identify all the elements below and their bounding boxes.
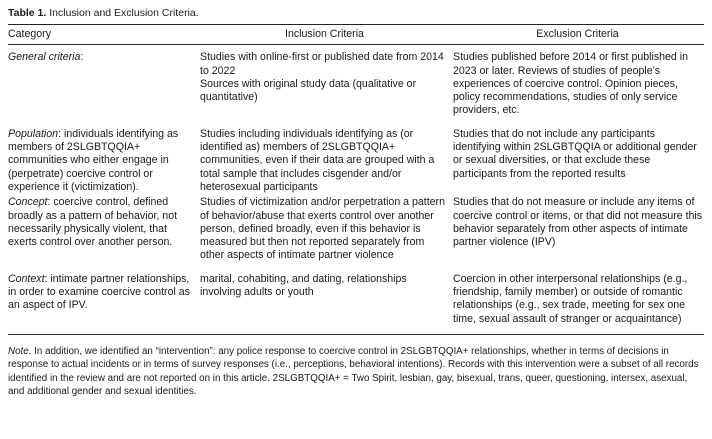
table-header-row <box>8 25 704 44</box>
category-desc: : <box>80 51 84 64</box>
category-term: Context <box>8 272 45 285</box>
inclusion-cell <box>198 45 451 117</box>
note-label: Note. <box>8 345 32 357</box>
criteria-table <box>8 25 704 334</box>
table-note <box>8 345 704 399</box>
category-cell <box>8 45 198 117</box>
category-desc: : coercive control, defined broadly as a pattern of behavior, not necessarily physically violent, that exerts control over another person. <box>8 196 178 249</box>
header-exclusion: Exclusion Criteria <box>536 28 619 40</box>
exclusion-text: Studies published before 2014 or first published in 2023 or later. Reviews of studies of people’s experiences of coercive control. Opinion pieces, policy recommendations, studies of only service providers, etc. <box>453 51 688 117</box>
header-category: Category <box>8 28 51 40</box>
header-inclusion: Inclusion Criteria <box>285 28 364 40</box>
inclusion-text: marital, cohabiting, and dating, relationships involving adults or youth <box>200 272 407 299</box>
category-term: Population <box>8 127 59 140</box>
bottom-rule <box>8 334 704 335</box>
exclusion-text: Studies that do not include any participants identifying within 2SLGBTQQIA or additional gender or sexual diversities, or that exclude these participants from the reported results <box>453 127 697 180</box>
table-title: Inclusion and Exclusion Criteria. <box>49 7 199 19</box>
inclusion-text: Studies of victimization and/or perpetration a pattern of behavior/abuse that exerts control over another person, defined broadly, even if this behavior is measured but then not reported separately from other aspects of intimate partner violence <box>200 196 445 262</box>
note-text: In addition, we identified an “intervention”: any police response to coercive control in 2SLGBTQQIA+ relationships, whether in terms of decisions in response to actual incidents or in terms of survey responses (i.e., perceptions, behavioral intentions). Records with this intervention were a subset of all records identified in the review and are not reported on in this article. 2SLGBTQQIA+ = Two Spirit, lesbian, gay, bisexual, trans, queer, questioning, intersex, asexual, and additional gender and sexual identities. <box>8 345 699 398</box>
category-cell <box>8 263 198 334</box>
exclusion-cell <box>451 118 704 194</box>
exclusion-cell <box>451 45 704 117</box>
exclusion-text: Coercion in other interpersonal relationships (e.g., friendship, family member) or outside of romantic relationships (e.g., sex trade, meeting for sex one time, sexual assault of stranger or acquaintance) <box>453 272 688 325</box>
table-caption <box>8 6 704 20</box>
category-term: Concept <box>8 196 48 209</box>
category-desc: : intimate partner relationships, in order to examine coercive control as an aspect of IPV. <box>8 272 190 312</box>
inclusion-text: Studies with online-first or published date from 2014 to 2022 <box>200 51 444 77</box>
table-row <box>8 45 704 117</box>
inclusion-text: Studies including individuals identifying as (or identified as) members of 2SLGBTQQIA+ communities, even if their data are grouped with a total sample that includes cisgender and/or heterosexual participants <box>200 127 435 193</box>
inclusion-text: Sources with original study data (qualitative or quantitative) <box>200 77 417 104</box>
table-row <box>8 118 704 194</box>
exclusion-text: Studies that do not measure or include any items of coercive control or items, or that did not measure this behavior separately from other aspects of intimate partner violence (IPV) <box>453 196 703 249</box>
category-cell <box>8 194 198 262</box>
table-row <box>8 263 704 334</box>
category-desc: : individuals identifying as members of 2SLGBTQQIA+ communities who either engage in (perpetrate) coercive control or experience it (victimization). <box>8 127 179 193</box>
category-cell <box>8 118 198 194</box>
inclusion-cell <box>198 194 451 262</box>
category-term: General criteria <box>8 51 81 64</box>
table-label: Table 1. <box>8 7 47 19</box>
exclusion-cell <box>451 194 704 262</box>
inclusion-cell <box>198 118 451 194</box>
table-row <box>8 194 704 262</box>
inclusion-cell <box>198 263 451 334</box>
exclusion-cell <box>451 263 704 334</box>
